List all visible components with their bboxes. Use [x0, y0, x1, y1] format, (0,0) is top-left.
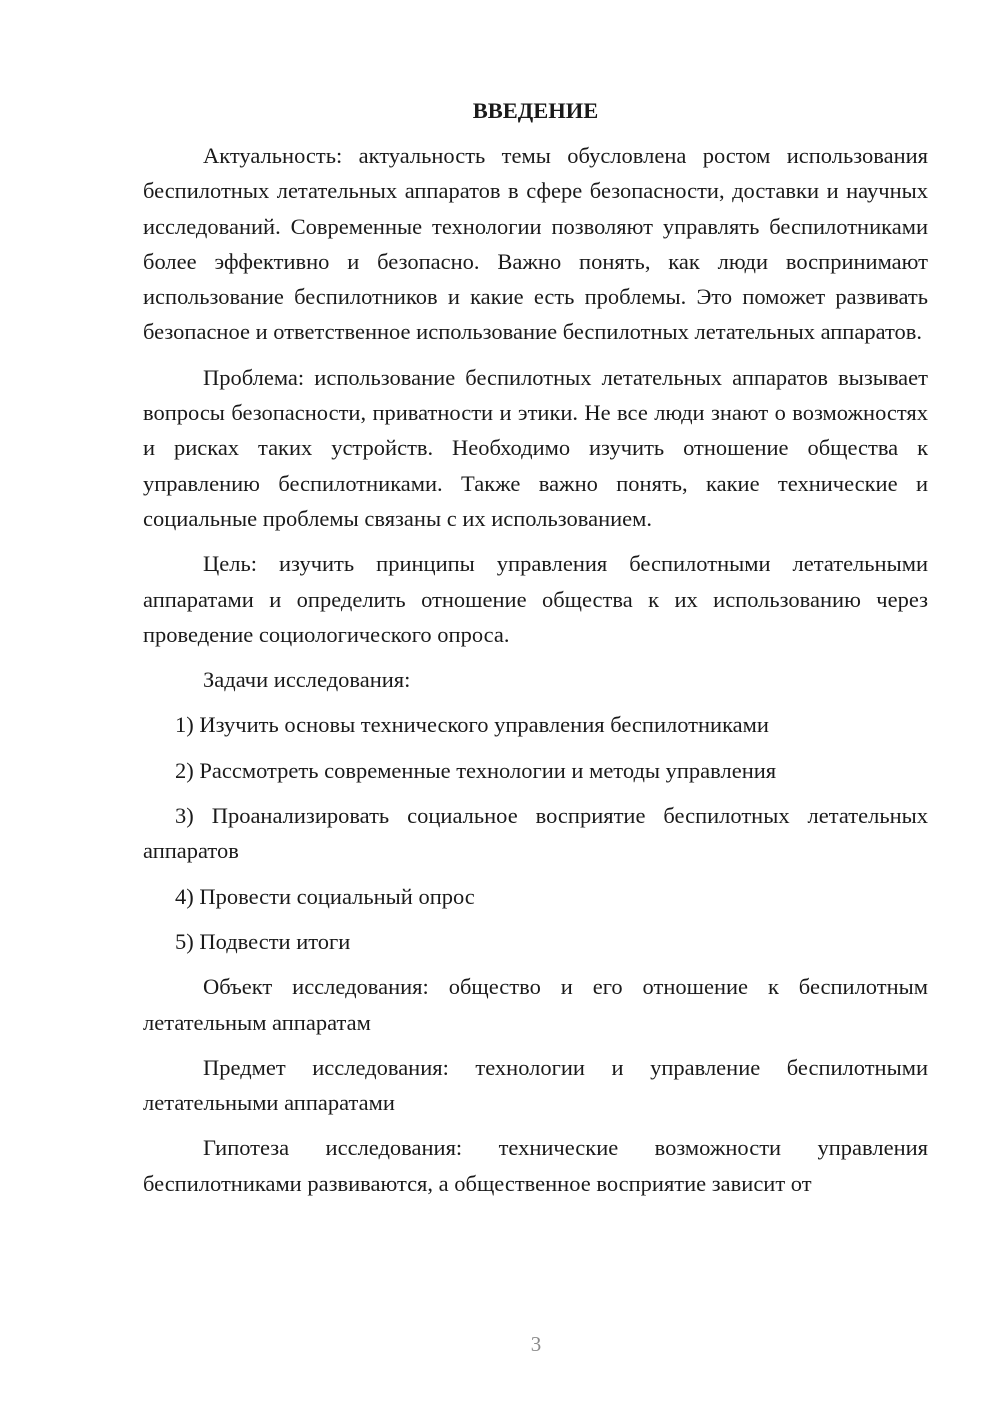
tasks-title: Задачи исследования: [203, 667, 411, 693]
page-content [143, 96, 928, 1211]
task-item: 4) Провести социальный опрос [175, 883, 475, 909]
page-number: 3 [530, 1332, 542, 1356]
problem-paragraph: Проблема: использование беспилотных летательных аппаратов вызывает вопросы безопасности, приватности и этики. Не все люди знают о возможностях и рисках таких устройств. Необходимо изучить отношение общества к управлению беспилотниками. Также важно понять, какие технические и социальные проблемы связаны с их использованием. [143, 364, 928, 531]
section-heading: ВВЕДЕНИЕ [472, 98, 599, 123]
object-paragraph: Объект исследования: общество и его отношение к беспилотным летательным аппаратам [143, 974, 928, 1035]
task-item: 3) Проанализировать социальное восприятие беспилотных летательных аппаратов [143, 803, 928, 864]
task-item: 1) Изучить основы технического управления беспилотниками [175, 712, 769, 738]
subject-paragraph: Предмет исследования: технологии и управление беспилотными летательными аппаратами [143, 1054, 928, 1116]
relevance-paragraph: Актуальность: актуальность темы обусловлена ростом использования беспилотных летательных аппаратов в сфере безопасности, доставки и научных исследований. Современные технологии позволяют управлять беспилотниками более эффективно и безопасно. Важно понять, как люди воспринимают использование беспилотников и какие есть проблемы. Это поможет развивать безопасное и ответственное использование беспилотных летательных аппаратов. [143, 143, 928, 345]
task-item: 2) Рассмотреть современные технологии и методы управления [175, 757, 777, 783]
goal-paragraph: Цель: изучить принципы управления беспилотными летательными аппаратами и определить отношение общества к их использованию через проведение социологического опроса. [143, 551, 928, 647]
task-item: 5) Подвести итоги [175, 928, 351, 954]
hypothesis-paragraph: Гипотеза исследования: технические возможности управления беспилотниками развиваются, а общественное восприятие зависит от [143, 1135, 928, 1196]
